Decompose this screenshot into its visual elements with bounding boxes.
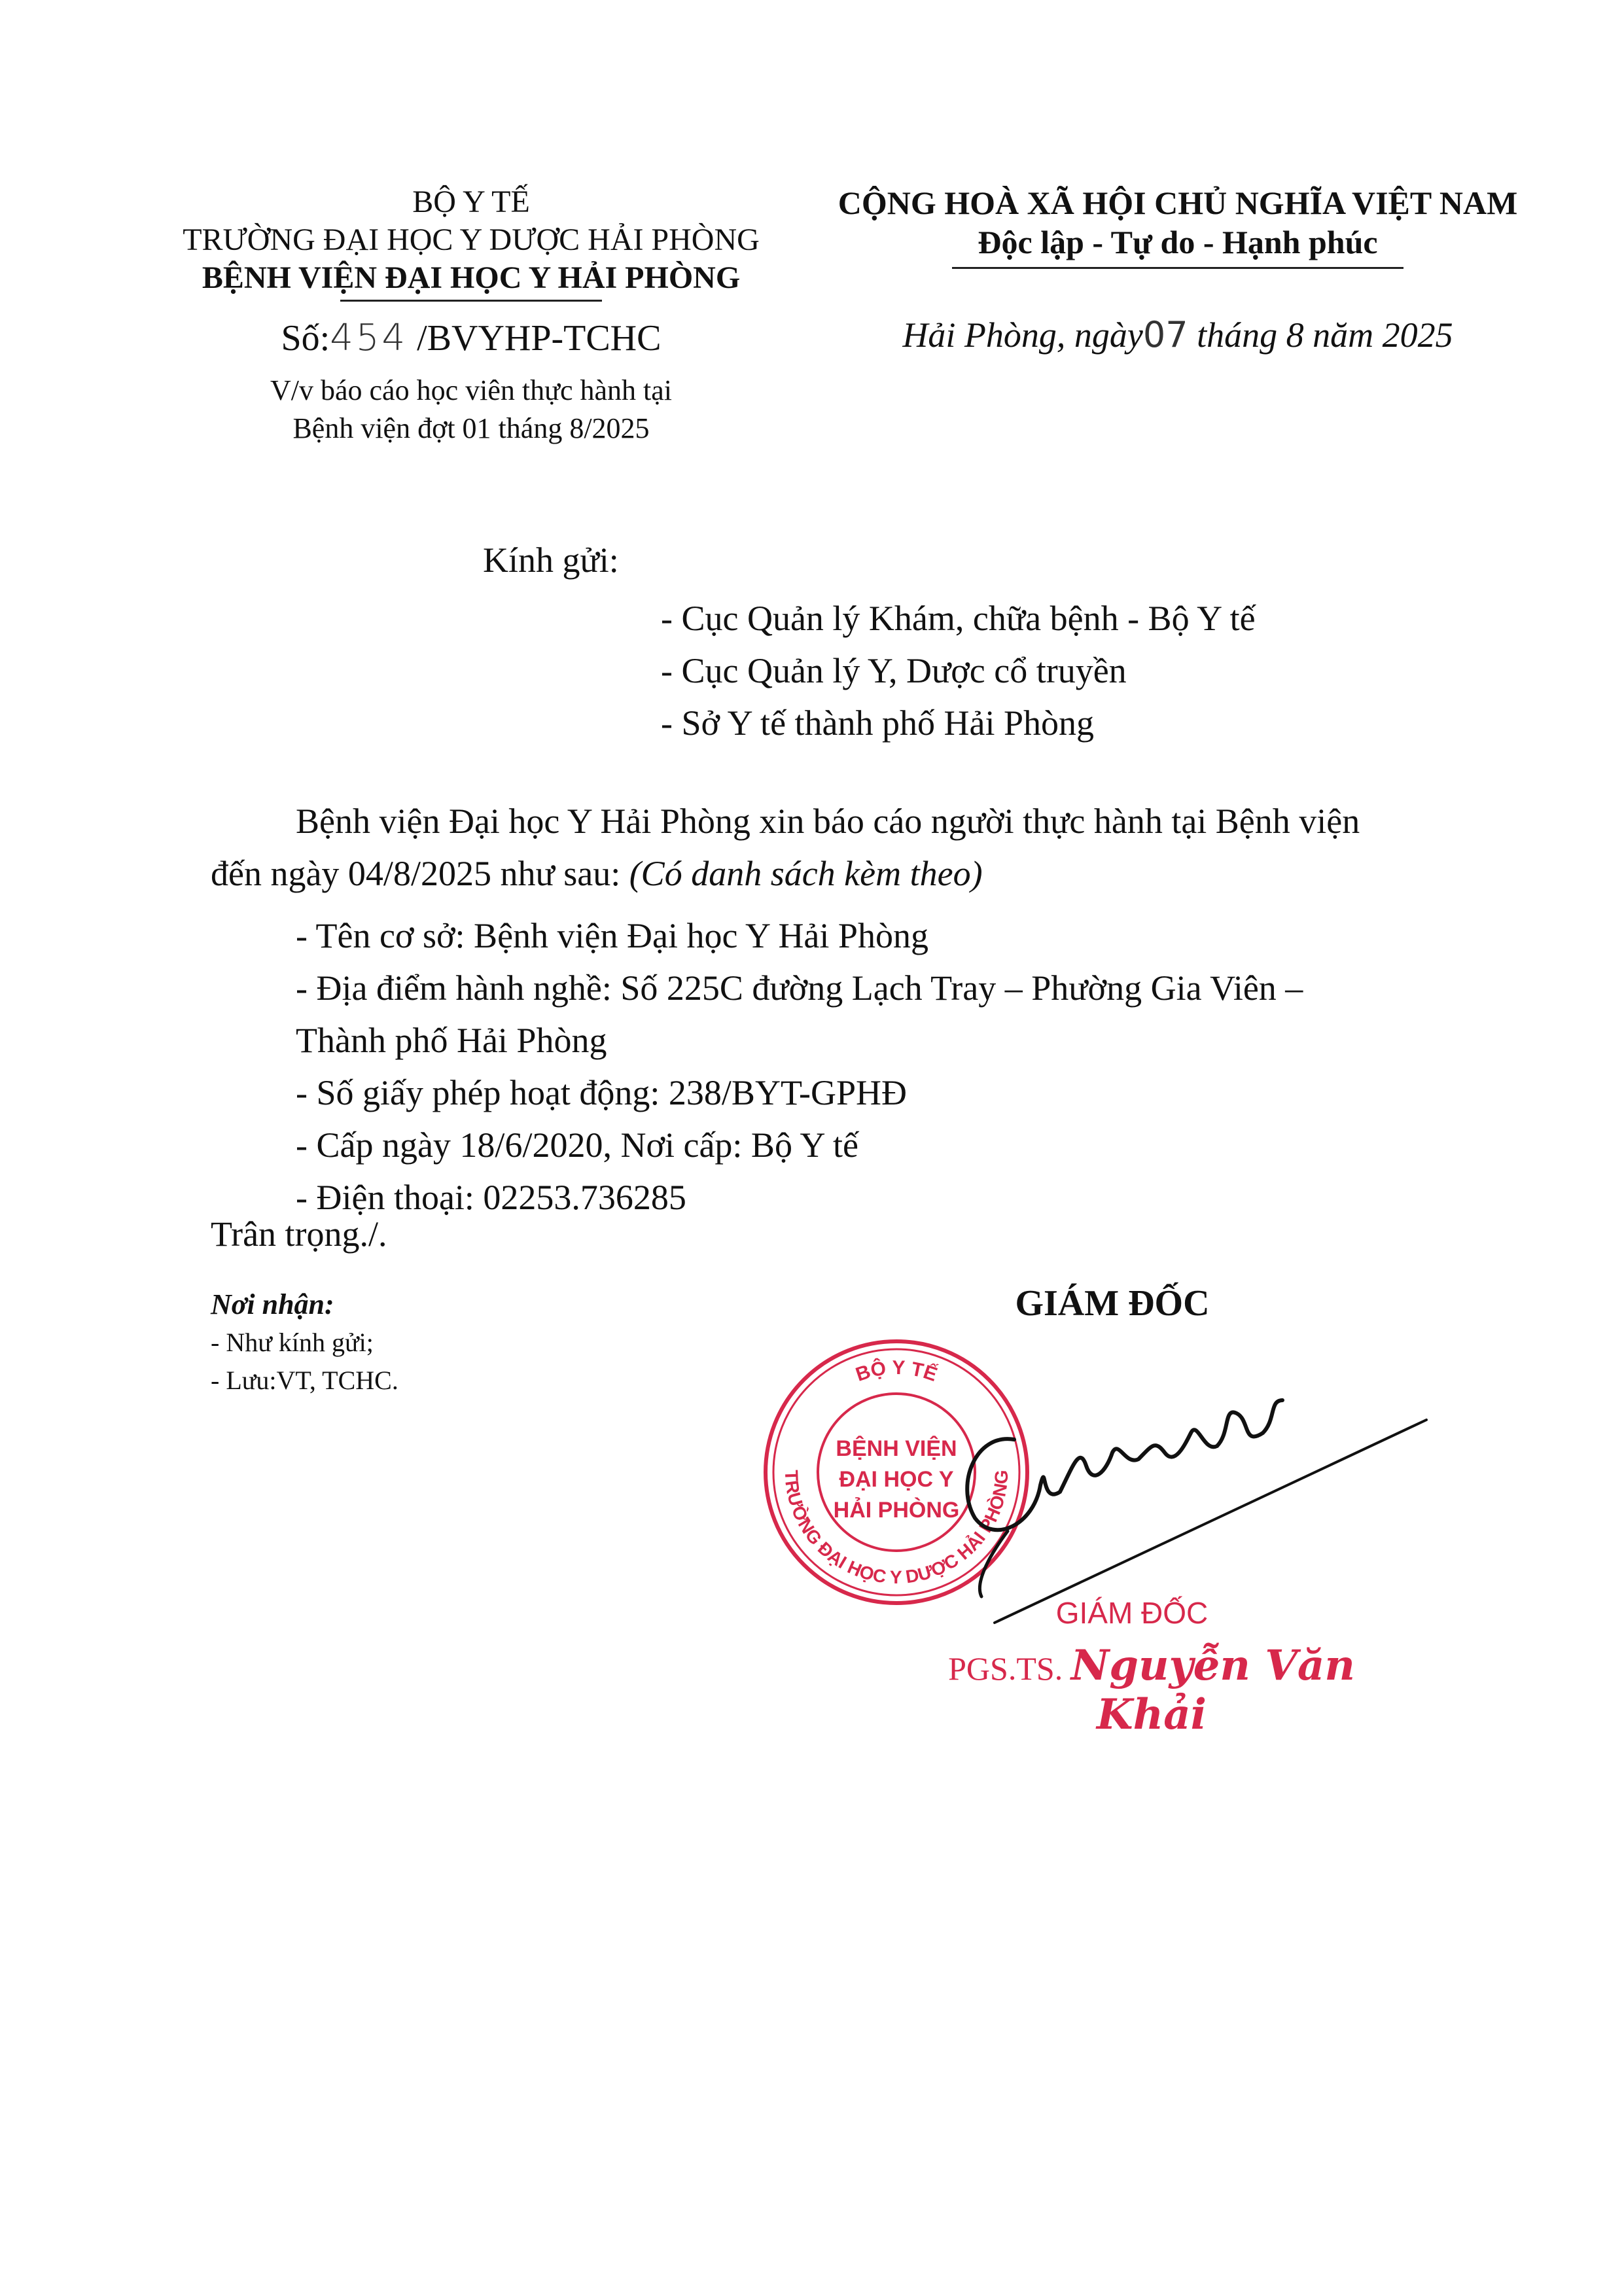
salutation: Kính gửi:	[483, 540, 619, 580]
number-prefix: Số:	[281, 318, 330, 359]
intro-line-1: Bệnh viện Đại học Y Hải Phòng xin báo cáo người thực hành tại Bệnh viện	[296, 802, 1360, 841]
hospital-name: BỆNH VIỆN ĐẠI HỌC Y HẢI PHÒNG	[202, 260, 741, 295]
national-motto: Độc lập - Tự do - Hạnh phúc	[978, 224, 1378, 260]
header-rule-right	[952, 267, 1403, 269]
distribution-item: - Như kính gửi;	[211, 1328, 374, 1357]
seal-title: GIÁM ĐỐC	[1055, 1596, 1209, 1630]
fact-item: - Số giấy phép hoạt động: 238/BYT-GPHĐ	[296, 1073, 907, 1112]
signer-name: Nguyễn Văn Khải	[1070, 1641, 1355, 1739]
stamp-center-line: HẢI PHÒNG	[833, 1498, 960, 1523]
intro-attachment-note: (Có danh sách kèm theo)	[629, 854, 983, 893]
number-suffix: /BVYHP-TCHC	[408, 318, 662, 359]
date-day-handwritten: 07	[1142, 314, 1188, 355]
signature-title: GIÁM ĐỐC	[1015, 1283, 1210, 1324]
signature-tail	[980, 1531, 1008, 1597]
issuer-header	[118, 183, 824, 302]
fact-item: - Điện thoại: 02253.736285	[296, 1178, 686, 1217]
stamp-top-text: BỘ Y TẾ	[853, 1356, 940, 1386]
subject-line-1: V/v báo cáo học viên thực hành tại	[270, 374, 672, 406]
subject-block	[118, 372, 824, 448]
header-rule-left	[340, 300, 602, 302]
stamp-center-line: BỆNH VIỆN	[836, 1436, 957, 1461]
fact-item: - Cấp ngày 18/6/2020, Nơi cấp: Bộ Y tế	[296, 1125, 858, 1165]
ministry-name: BỘ Y TẾ	[412, 185, 530, 219]
intro-line-2	[211, 847, 1506, 900]
document-number	[118, 317, 824, 359]
subject-line-2: Bệnh viện đợt 01 tháng 8/2025	[292, 412, 650, 444]
distribution-item: - Lưu:VT, TCHC.	[211, 1366, 398, 1395]
distribution-block	[211, 1286, 398, 1400]
national-header	[811, 183, 1544, 269]
nation-name: CỘNG HOÀ XÃ HỘI CHỦ NGHĨA VIỆT NAM	[838, 185, 1518, 221]
facility-details	[296, 910, 1506, 1224]
closing: Trân trọng./.	[211, 1214, 387, 1254]
university-name: TRƯỜNG ĐẠI HỌC Y DƯỢC HẢI PHÒNG	[183, 222, 760, 257]
signature-underline	[995, 1420, 1426, 1623]
intro-text: đến ngày 04/8/2025 như sau:	[211, 854, 629, 893]
stamp-center-line: ĐẠI HỌC Y	[839, 1467, 954, 1492]
number-handwritten: 454	[330, 317, 408, 359]
stamp-ring-text: TRƯỜNG ĐẠI HỌC Y DƯỢC HẢI PHÒNG	[781, 1469, 1012, 1588]
fact-item: - Địa điểm hành nghề: Số 225C đường Lạch Tray – Phường Gia Viên –	[296, 968, 1303, 1008]
recipient-item: - Sở Y tế thành phố Hải Phòng	[661, 703, 1095, 743]
signer-prefix: PGS.TS.	[948, 1650, 1071, 1687]
date-prefix: Hải Phòng, ngày	[902, 315, 1143, 355]
dateline	[811, 314, 1544, 355]
date-rest: tháng 8 năm 2025	[1188, 315, 1453, 355]
distribution-title: Nơi nhận:	[211, 1288, 334, 1320]
signer-name-line	[903, 1641, 1400, 1739]
recipient-item: - Cục Quản lý Y, Dược cổ truyền	[661, 651, 1127, 690]
fact-item: - Tên cơ sở: Bệnh viện Đại học Y Hải Phòng	[296, 916, 928, 955]
recipient-list	[661, 592, 1256, 749]
fact-item: Thành phố Hải Phòng	[296, 1021, 607, 1060]
recipient-item: - Cục Quản lý Khám, chữa bệnh - Bộ Y tế	[661, 599, 1256, 638]
intro-paragraph	[211, 795, 1506, 900]
